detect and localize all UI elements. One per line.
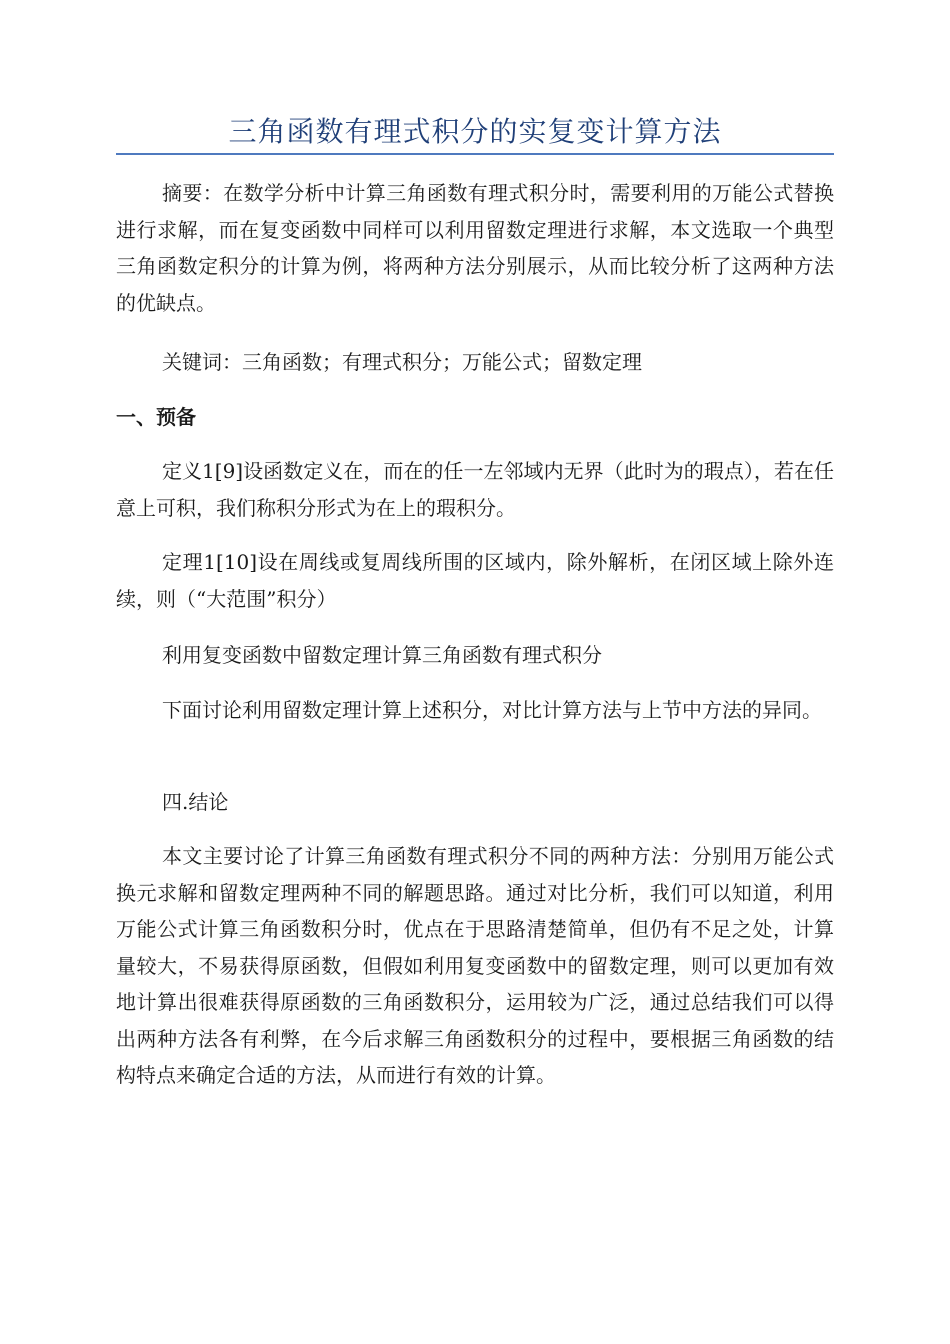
definition-paragraph: 定义1[9]设函数定义在，而在的任一左邻域内无界（此时为的瑕点），若在任意上可积，我们称积分形式为在上的瑕积分。 (116, 459, 834, 520)
document-title: 三角函数有理式积分的实复变计算方法 (228, 115, 722, 148)
theorem-paragraph: 定理1[10]设在周线或复周线所围的区域内，除外解析，在闭区域上除外连续，则（“大范围”积分） (116, 550, 834, 611)
conclusion-paragraph: 本文主要讨论了计算三角函数有理式积分不同的两种方法：分别用万能公式换元求解和留数定理两种不同的解题思路。通过对比分析，我们可以知道，利用万能公式计算三角函数积分时，优点在于思路清楚简单，但仍有不足之处，计算量较大，不易获得原函数，但假如利用复变函数中的留数定理，则可以更加有效地计算出很难获得原函数的三角函数积分，运用较为广泛，通过总结我们可以得出两种方法各有利弊，在今后求解三角函数积分的过程中，要根据三角函数的结构特点来确定合适的方法，从而进行有效的计算。 (116, 844, 834, 1087)
keywords-line: 关键词：三角函数；有理式积分；万能公式；留数定理 (162, 350, 642, 374)
title-underline (116, 153, 834, 155)
method-line: 利用复变函数中留数定理计算三角函数有理式积分 (162, 643, 602, 667)
section-heading-preparation: 一、预备 (116, 405, 196, 429)
abstract-paragraph: 摘要：在数学分析中计算三角函数有理式积分时，需要利用的万能公式替换进行求解，而在复变函数中同样可以利用留数定理进行求解，本文选取一个典型三角函数定积分的计算为例，将两种方法分别展示，从而比较分析了这两种方法的优缺点。 (116, 181, 834, 315)
conclusion-heading: 四.结论 (162, 790, 229, 814)
discussion-paragraph: 下面讨论利用留数定理计算上述积分，对比计算方法与上节中方法的异同。 (162, 698, 822, 722)
